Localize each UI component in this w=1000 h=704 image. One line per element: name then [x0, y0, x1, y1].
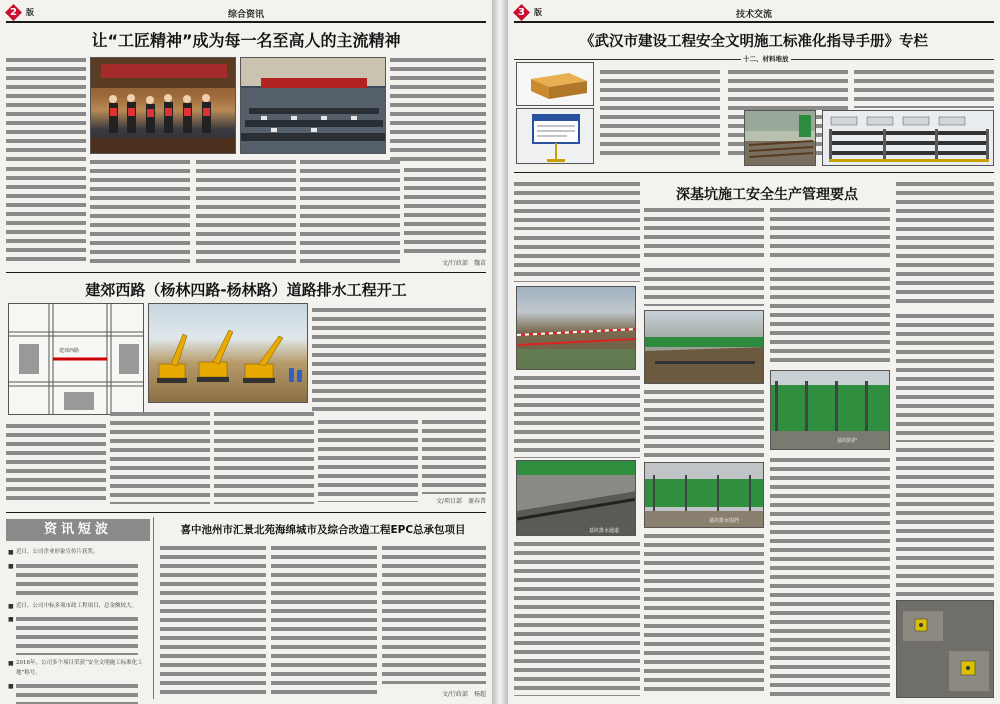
right-page-header	[514, 5, 994, 20]
photo-pit-excavation	[644, 310, 764, 384]
photo-rebar-storage	[744, 110, 816, 166]
divider-1	[6, 272, 486, 273]
site-location-map	[8, 303, 144, 415]
left-page-header	[6, 5, 486, 20]
photo-sign-board	[516, 108, 594, 164]
headline-chizhou-epc: 喜中池州市汇景北苑海绵城市及综合改造工程EPC总承包项目	[180, 524, 466, 536]
photo-meeting-hall	[240, 57, 386, 154]
photo-pit-drain-channel	[516, 460, 636, 536]
article3-text-col2	[271, 544, 377, 694]
photo-award-ceremony-graphic	[91, 58, 236, 154]
ban-label: 版	[26, 7, 34, 17]
ban-label: 版	[534, 7, 542, 17]
section-title: 综合资讯	[227, 10, 264, 20]
pit-text-col3c	[770, 456, 890, 696]
header-rule	[6, 21, 486, 23]
pit-text-col2c	[644, 388, 764, 458]
article1-text-col4b	[300, 158, 400, 264]
article1-text-col3	[196, 158, 296, 264]
article3-text-col3	[382, 544, 486, 684]
materials-text-col1	[600, 68, 720, 160]
pit-text-col2b	[644, 266, 764, 306]
news-brief-item-3: ■ 2016年，公司多个项目荣获“安全文明施工标准化工地”称号。	[8, 659, 148, 678]
pit-text-col1c	[514, 540, 640, 696]
article3-text-col1	[160, 544, 266, 694]
photo-sign-board-graphic	[517, 109, 594, 164]
site-location-map-graphic	[9, 304, 144, 415]
pit-text-col4b	[896, 312, 994, 442]
photo-monitoring-points	[896, 600, 994, 698]
photo-pit-excavation-graphic	[645, 311, 764, 384]
pit-text-col4a	[896, 180, 994, 308]
photo-pit-barrier-graphic	[645, 463, 764, 528]
photo-barrier-label: 基坑排水围挡	[709, 518, 740, 524]
photo-meeting-hall-graphic	[241, 58, 386, 154]
news-brief-item-2: ■ 近日，公司中标多项市政工程项目，总金额较大。	[8, 602, 148, 612]
photo-green-fence	[770, 370, 890, 450]
photo-green-fence-graphic	[771, 371, 890, 450]
materials-subheading: 十二、材料堆放	[743, 55, 789, 63]
article1-text-col4	[390, 56, 486, 162]
article1-text-col5	[404, 166, 486, 256]
photo-material-shelving-graphic	[823, 111, 994, 166]
pit-text-col3b	[770, 266, 890, 366]
photo-excavators	[148, 303, 308, 403]
divider-2	[6, 512, 486, 513]
materials-text-col3	[854, 68, 994, 108]
headline-deep-pit: 深基坑施工安全生产管理要点	[676, 187, 858, 203]
photo-material-shelving	[822, 110, 994, 166]
divider-3	[514, 172, 994, 173]
photo-pit-railing-graphic	[517, 287, 636, 370]
byline-article2: 文/项目部 谢春普	[435, 498, 486, 505]
map-road-label: 建郊西路	[59, 348, 80, 354]
photo-monitoring-points-graphic	[897, 601, 994, 698]
section-title: 技术交流	[735, 10, 772, 20]
pit-text-col4c	[896, 446, 994, 596]
news-brief-body-3	[8, 682, 138, 704]
article1-text-col1	[6, 56, 86, 162]
photo-pit-railing	[516, 286, 636, 370]
headline-road-drainage: 建郊西路（杨林四路-杨林路）道路排水工程开工	[85, 281, 407, 299]
news-briefs-list	[8, 548, 148, 704]
photo-material-box	[516, 62, 594, 106]
news-brief-item-1: ■ 近日，公司企业形象宣传片获奖。	[8, 548, 148, 558]
briefs-divider	[153, 517, 154, 699]
article2-text-col3	[214, 410, 314, 504]
headline-craftsman-spirit: 让“工匠精神”成为每一名至高人的主流精神	[91, 31, 401, 50]
photo-green-fence-label: 基坑防护	[837, 438, 858, 444]
photo-excavators-graphic	[149, 304, 308, 403]
byline-article3: 文/行政部 杨超	[441, 691, 486, 698]
article2-text-col4	[318, 418, 418, 502]
photo-pit-barrier	[644, 462, 764, 528]
photo-drain-label: 基坑排水通道	[589, 528, 620, 534]
pit-text-col1b	[514, 374, 640, 458]
article2-text-col1	[6, 422, 106, 504]
page-spine	[492, 0, 508, 704]
photo-rebar-storage-graphic	[745, 111, 816, 166]
pit-intro-text	[514, 180, 640, 230]
news-briefs-title: 资讯短波	[6, 519, 150, 541]
article2-text-right	[312, 306, 486, 414]
pit-text-col3a	[770, 206, 890, 262]
left-page	[0, 0, 492, 704]
article2-text-col2	[110, 410, 210, 504]
page-number: 3	[518, 7, 525, 18]
pit-text-col1a	[514, 234, 640, 282]
photo-material-box-graphic	[517, 63, 594, 106]
article1-text-col1b	[6, 165, 86, 265]
news-brief-body-2	[8, 615, 138, 655]
news-brief-body-1	[8, 562, 138, 598]
pit-text-col2a	[644, 206, 764, 262]
right-page	[508, 0, 1000, 704]
article2-text-col5	[422, 418, 486, 494]
page-number: 2	[10, 7, 17, 18]
byline-article1: 文/行政部 魏苗	[441, 260, 486, 267]
header-rule	[514, 21, 994, 23]
photo-pit-drain-channel-graphic	[517, 461, 636, 536]
article1-text-col2	[90, 158, 190, 264]
pit-text-col2d	[644, 532, 764, 696]
photo-award-ceremony	[90, 57, 236, 154]
headline-safety-manual: 《武汉市建设工程安全文明施工标准化指导手册》专栏	[580, 34, 928, 50]
